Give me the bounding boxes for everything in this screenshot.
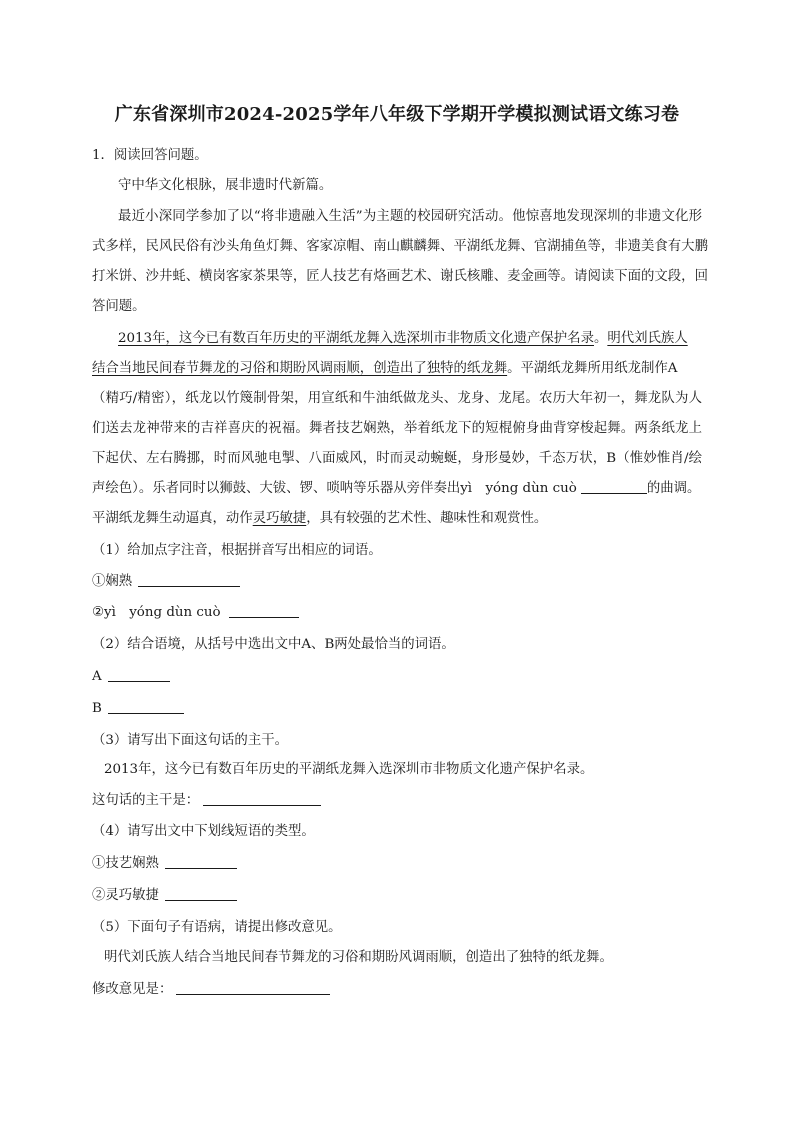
question-number: 1．阅读回答问题。 [92,148,208,163]
q2-prompt: （2）结合语境，从括号中选出文中A、B两处最恰当的词语。 [92,637,455,652]
q2-b-answer-field[interactable] [108,699,184,714]
underlined-phrase: 灵巧敏捷 [252,511,307,526]
q2-b-label: B [92,701,102,716]
q1-prompt: （1）给加点字注音，根据拼音写出相应的词语。 [92,543,382,558]
q4-item-2-answer-field[interactable] [165,886,237,901]
page-title: 广东省深圳市2024-2025学年八年级下学期开学模拟测试语文练习卷 [114,104,680,125]
q4-item-1 [92,853,237,875]
passage-text: 声绘色）。乐者同时以狮鼓、大钹、锣、唢呐等乐器从旁伴奏出yì yóng dùn cuò [92,481,577,496]
q3-prompt: （3）请写出下面这句话的主干。 [92,733,288,748]
q5-answer-field[interactable] [176,980,330,995]
q1-item-2 [92,602,299,624]
q1-item-1 [92,571,240,593]
q4-prompt: （4）请写出文中下划线短语的类型。 [92,824,315,839]
underlined-sentence-1: 2013年，这今已有数百年历史的平湖纸龙舞入选深圳市非物质文化遗产保护名录 [118,331,594,346]
q1-item-1-label: ①娴熟 [92,574,133,589]
q3-answer [92,790,321,812]
q3-sentence: 2013年，这今已有数百年历史的平湖纸龙舞入选深圳市非物质文化遗产保护名录。 [104,762,594,777]
intro-line-1: 最近小深同学参加了以“将非遗融入生活”为主题的校园研究活动。他惊喜地发现深圳的非遗文化形 [118,209,702,224]
passage-line-4: 们送去龙神带来的吉祥喜庆的祝福。舞者技艺娴熟，举着纸龙下的短棍俯身曲背穿梭起舞。两条纸龙上 [92,421,702,436]
q2-a-answer-field[interactable] [108,667,170,682]
passage-text: 平湖纸龙舞生动逼真，动作 [92,511,253,526]
q4-item-1-label: ①技艺娴熟 [92,856,159,871]
q1-item-1-answer-field[interactable] [138,572,240,587]
q3-answer-label: 这句话的主干是： [92,793,200,808]
q4-item-2-label: ②灵巧敏捷 [92,888,159,903]
passage-line-6 [92,478,700,500]
q5-answer-label: 修改意见是： [92,982,173,997]
underlined-sentence-2-start: 明代刘氏族人 [607,331,688,346]
passage-line-7 [92,508,547,530]
q2-item-b [92,698,184,720]
q5-prompt: （5）下面句子有语病，请提出修改意见。 [92,920,342,935]
passage-line-1 [118,328,688,350]
passage-line-3: （精巧/精密），纸龙以竹篾制骨架，用宣纸和牛油纸做龙头、龙身、龙尾。农历大年初一，舞龙队为人 [92,391,702,406]
q1-item-2-answer-field[interactable] [229,603,299,618]
q1-item-2-label: ②yì yóng dùn cuò [92,605,221,620]
passage-line-5: 下起伏、左右腾挪，时而风驰电掣、八面威风，时而灵动蜿蜒，身形曼妙，千态万状，B（惟妙惟肖/绘 [92,451,702,466]
passage-line-2 [92,358,677,380]
q5-answer [92,979,330,1001]
passage-text: 。平湖纸龙舞所用纸龙制作A [507,361,678,376]
passage-text: 的曲调。 [646,481,701,496]
pinyin-blank-field[interactable] [581,479,647,494]
intro-line-2: 式多样，民风民俗有沙头角鱼灯舞、客家凉帽、南山麒麟舞、平湖纸龙舞、官湖捕鱼等，非遗美食有大鹏 [92,239,708,254]
q2-item-a [92,666,170,688]
intro-line-3: 打米饼、沙井蚝、横岗客家茶果等，匠人技艺有烙画艺术、谢氏核雕、麦金画等。请阅读下面的文段，回 [92,269,708,284]
q4-item-2 [92,885,237,907]
q2-a-label: A [92,669,102,684]
passage-text: ，具有较强的艺术性、趣味性和观赏性。 [306,511,548,526]
intro-line-4: 答问题。 [92,299,146,314]
q3-answer-field[interactable] [203,791,321,806]
theme-line: 守中华文化根脉，展非遗时代新篇。 [118,178,333,193]
q4-item-1-answer-field[interactable] [165,854,237,869]
underlined-sentence-2-end: 结合当地民间春节舞龙的习俗和期盼风调雨顺，创造出了独特的纸龙舞 [92,361,508,376]
q5-sentence: 明代刘氏族人结合当地民间春节舞龙的习俗和期盼风调雨顺，创造出了独特的纸龙舞。 [104,950,613,965]
passage-text: 。 [593,331,608,346]
